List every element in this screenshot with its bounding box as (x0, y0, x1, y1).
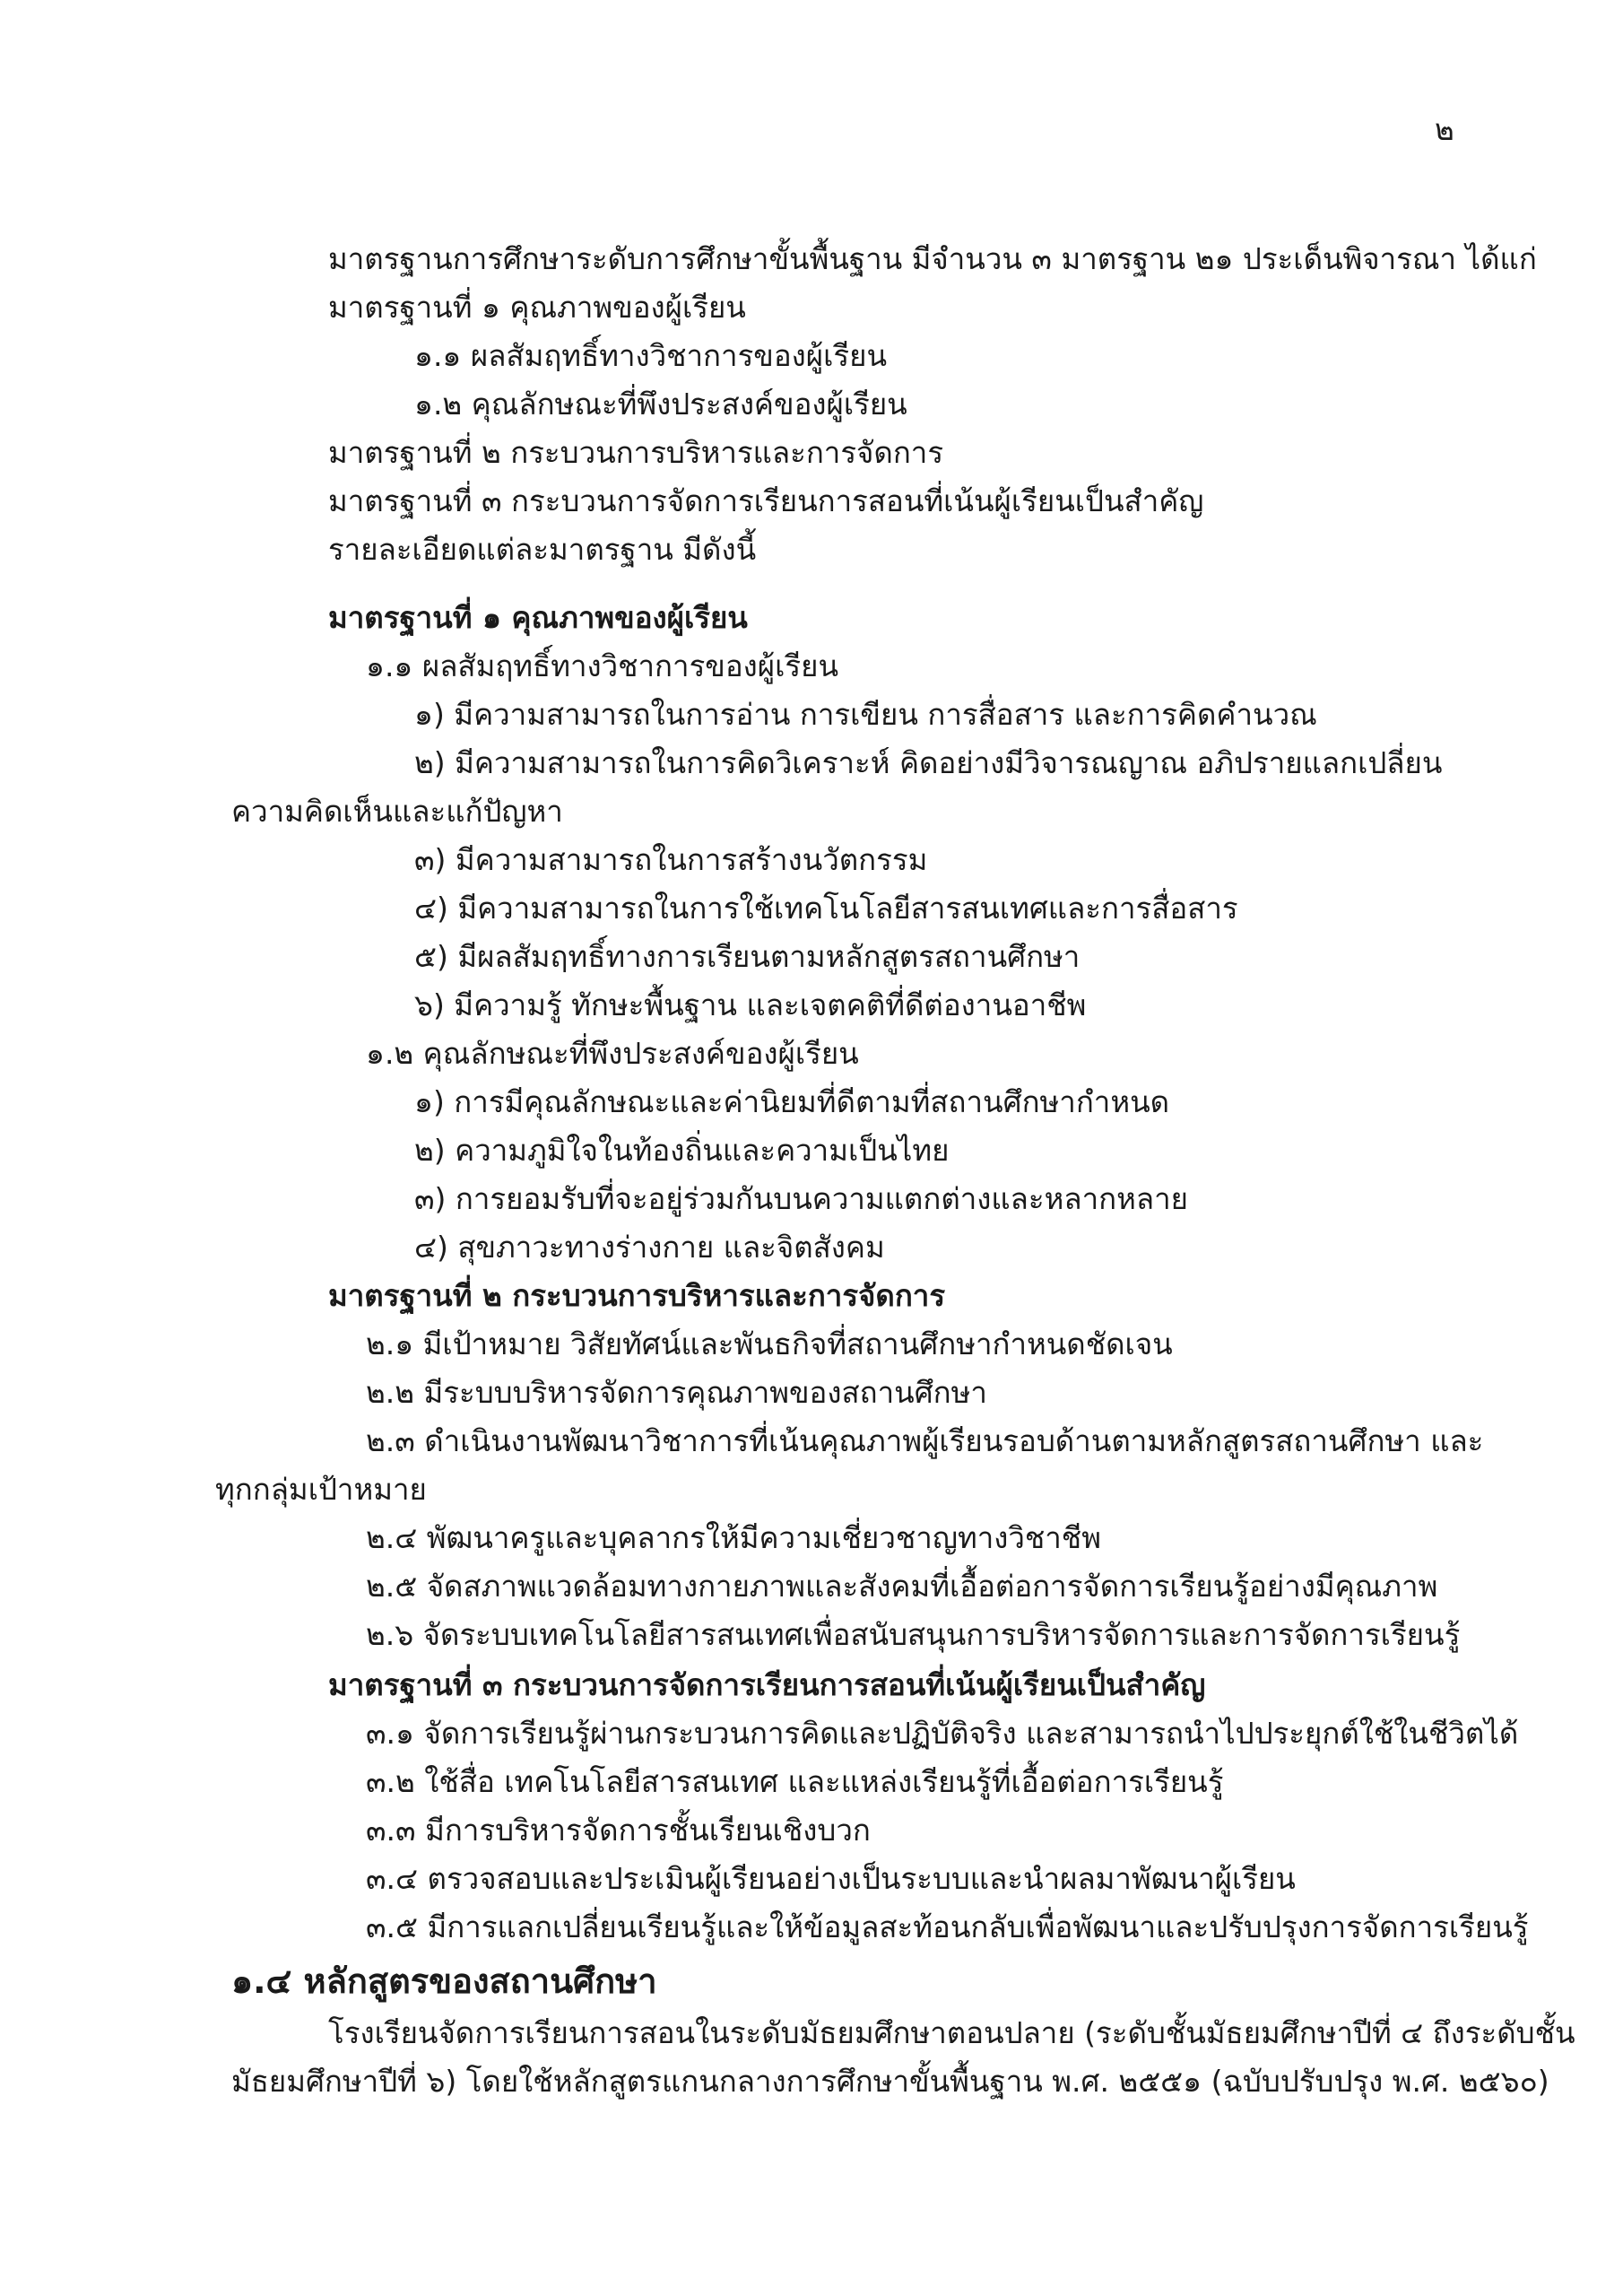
list-item: ๓.๑ จัดการเรียนรู้ผ่านกระบวนการคิดและปฏิบัติจริง และสามารถนำไปประยุกต์ใช้ในชีวิตได้ (366, 1716, 1519, 1751)
standard-3-heading: มาตรฐานที่ ๓ กระบวนการจัดการเรียนการสอนที่เน้นผู้เรียนเป็นสำคัญ (328, 1667, 1206, 1702)
intro-standard-1-2: ๑.๒ คุณลักษณะที่พึงประสงค์ของผู้เรียน (414, 387, 907, 422)
list-item: ๔) มีความสามารถในการใช้เทคโนโลยีสารสนเทศและการสื่อสาร (414, 891, 1238, 926)
standard-1-1-title: ๑.๑ ผลสัมฤทธิ์ทางวิชาการของผู้เรียน (366, 648, 839, 683)
standard-2-heading: มาตรฐานที่ ๒ กระบวนการบริหารและการจัดการ (328, 1278, 946, 1313)
list-item: ๓.๔ ตรวจสอบและประเมินผู้เรียนอย่างเป็นระบบและนำผลมาพัฒนาผู้เรียน (366, 1861, 1296, 1896)
list-item: ๒) ความภูมิใจในท้องถิ่นและความเป็นไทย (414, 1133, 950, 1168)
list-item: ๓) การยอมรับที่จะอยู่ร่วมกันบนความแตกต่างและหลากหลาย (414, 1181, 1188, 1216)
list-item: ๕) มีผลสัมฤทธิ์ทางการเรียนตามหลักสูตรสถานศึกษา (414, 939, 1081, 974)
intro-standard-1: มาตรฐานที่ ๑ คุณภาพของผู้เรียน (328, 290, 746, 325)
list-item: ๒.๖ จัดระบบเทคโนโลยีสารสนเทศเพื่อสนับสนุนการบริหารจัดการและการจัดการเรียนรู้ (366, 1617, 1461, 1652)
list-item: ๓.๕ มีการแลกเปลี่ยนเรียนรู้และให้ข้อมูลสะท้อนกลับเพื่อพัฒนาและปรับปรุงการจัดการเรียนรู้ (366, 1909, 1529, 1944)
intro-details: รายละเอียดแต่ละมาตรฐาน มีดังนี้ (328, 532, 757, 567)
list-item-continuation: ทุกกลุ่มเป้าหมาย (215, 1472, 427, 1507)
list-item: ๓.๓ มีการบริหารจัดการชั้นเรียนเชิงบวก (366, 1813, 871, 1848)
list-item: ๒.๔ พัฒนาครูและบุคลากรให้มีความเชี่ยวชาญทางวิชาชีพ (366, 1520, 1101, 1555)
list-item: ๒) มีความสามารถในการคิดวิเคราะห์ คิดอย่างมีวิจารณญาณ อภิปรายแลกเปลี่ยน (414, 745, 1443, 780)
list-item: ๔) สุขภาวะทางร่างกาย และจิตสังคม (414, 1230, 885, 1265)
list-item: ๑) การมีคุณลักษณะและค่านิยมที่ดีตามที่สถานศึกษากำหนด (414, 1084, 1170, 1119)
intro-standard-1-1: ๑.๑ ผลสัมฤทธิ์ทางวิชาการของผู้เรียน (414, 338, 888, 373)
section-1-4-heading: ๑.๔ หลักสูตรของสถานศึกษา (231, 1961, 657, 2001)
list-item: ๒.๕ จัดสภาพแวดล้อมทางกายภาพและสังคมที่เอื้อต่อการจัดการเรียนรู้อย่างมีคุณภาพ (366, 1569, 1438, 1604)
list-item: ๒.๒ มีระบบบริหารจัดการคุณภาพของสถานศึกษา (366, 1375, 987, 1410)
standard-1-2-title: ๑.๒ คุณลักษณะที่พึงประสงค์ของผู้เรียน (366, 1036, 859, 1071)
list-item: ๒.๑ มีเป้าหมาย วิสัยทัศน์และพันธกิจที่สถานศึกษากำหนดชัดเจน (366, 1326, 1173, 1361)
page-number: ๒ (1435, 112, 1454, 147)
intro-line: มาตรฐานการศึกษาระดับการศึกษาขั้นพื้นฐาน มีจำนวน ๓ มาตรฐาน ๒๑ ประเด็นพิจารณา ได้แก่ (328, 241, 1537, 276)
intro-standard-2: มาตรฐานที่ ๒ กระบวนการบริหารและการจัดการ (328, 435, 944, 470)
list-item: ๒.๓ ดำเนินงานพัฒนาวิชาการที่เน้นคุณภาพผู้เรียนรอบด้านตามหลักสูตรสถานศึกษา และ (366, 1423, 1484, 1458)
list-item: ๓.๒ ใช้สื่อ เทคโนโลยีสารสนเทศ และแหล่งเรียนรู้ที่เอื้อต่อการเรียนรู้ (366, 1764, 1224, 1799)
list-item: ๑) มีความสามารถในการอ่าน การเขียน การสื่อสาร และการคิดคำนวณ (414, 697, 1317, 732)
intro-standard-3: มาตรฐานที่ ๓ กระบวนการจัดการเรียนการสอนที่เน้นผู้เรียนเป็นสำคัญ (328, 483, 1204, 518)
list-item: ๖) มีความรู้ ทักษะพื้นฐาน และเจตคติที่ดีต่องานอาชีพ (414, 987, 1087, 1022)
standard-1-heading: มาตรฐานที่ ๑ คุณภาพของผู้เรียน (328, 600, 748, 635)
list-item-continuation: ความคิดเห็นและแก้ปัญหา (231, 794, 563, 829)
list-item: ๓) มีความสามารถในการสร้างนวัตกรรม (414, 842, 928, 877)
section-1-4-paragraph-line: โรงเรียนจัดการเรียนการสอนในระดับมัธยมศึกษาตอนปลาย (ระดับชั้นมัธยมศึกษาปีที่ ๔ ถึงระดับชั้น (328, 2015, 1575, 2050)
section-1-4-paragraph-line: มัธยมศึกษาปีที่ ๖) โดยใช้หลักสูตรแกนกลางการศึกษาขั้นพื้นฐาน พ.ศ. ๒๕๕๑ (ฉบับปรับปรุง พ.ศ. ๒๕๖๐) (231, 2064, 1549, 2099)
